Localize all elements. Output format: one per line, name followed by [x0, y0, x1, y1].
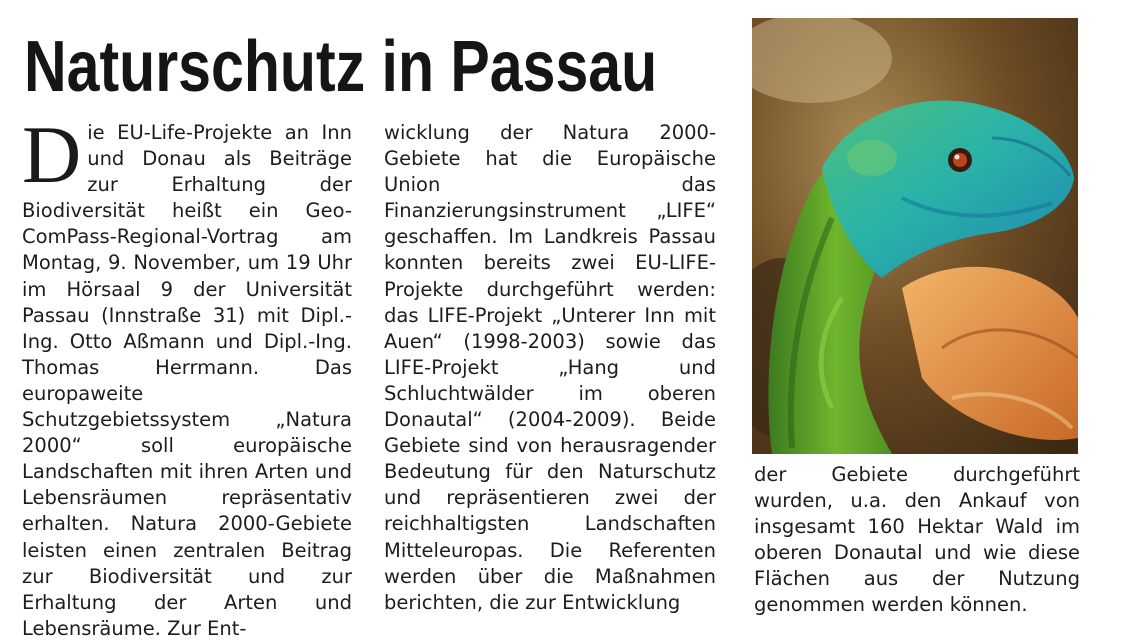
article-column-1	[22, 109, 352, 642]
column-1-text: ie EU-Life-Projekte an Inn und Donau als Beiträge zur Erhaltung der Biodiversität heißt ein Geo-ComPass-Regional-Vortrag am Montag, 9. November, um 19 Uhr im Hörsaal 9 der Universität Passau (Innstraße 31) mit Dipl.-Ing. Otto Aßmann und Dipl.-Ing. Thomas Herrmann. Das europaweite Schutzgebietssystem „Natura 2000“ soll europäische Landschaften mit ihren Arten und Lebensräumen repräsentativ erhalten. Natura 2000-Gebiete leisten einen zentralen Beitrag zur Biodiversität und zur Erhaltung der Arten und Lebensräume. Zur Ent-	[22, 121, 352, 640]
article-column-2: wicklung der Natura 2000-Gebiete hat die Europäische Union das Finanzierungsinstrument „LIFE“ geschaffen. Im Landkreis Passau konnten bereits zwei EU-LIFE-Projekte durchgeführt werden: das LIFE-Projekt „Unterer Inn mit Auen“ (1998-2003) sowie das LIFE-Projekt „Hang und Schluchtwälder im oberen Donautal“ (2004-2009). Beide Gebiete sind von herausragender Bedeutung für den Naturschutz und repräsentieren zwei der reichhaltigsten Landschaften Mitteleuropas. Die Referenten werden über die Maßnahmen berichten, die zur Entwicklung	[384, 121, 716, 614]
green-lizard-illustration	[752, 18, 1078, 454]
headline: Naturschutz in Passau	[24, 27, 658, 107]
article-column-3: der Gebiete durchgeführt wurden, u.a. den Ankauf von insgesamt 160 Hektar Wald im oberen Donautal und wie diese Flächen aus der Nutzung genommen werden können.	[754, 463, 1080, 617]
lizard-photo	[752, 18, 1078, 454]
drop-cap: D	[22, 109, 82, 200]
